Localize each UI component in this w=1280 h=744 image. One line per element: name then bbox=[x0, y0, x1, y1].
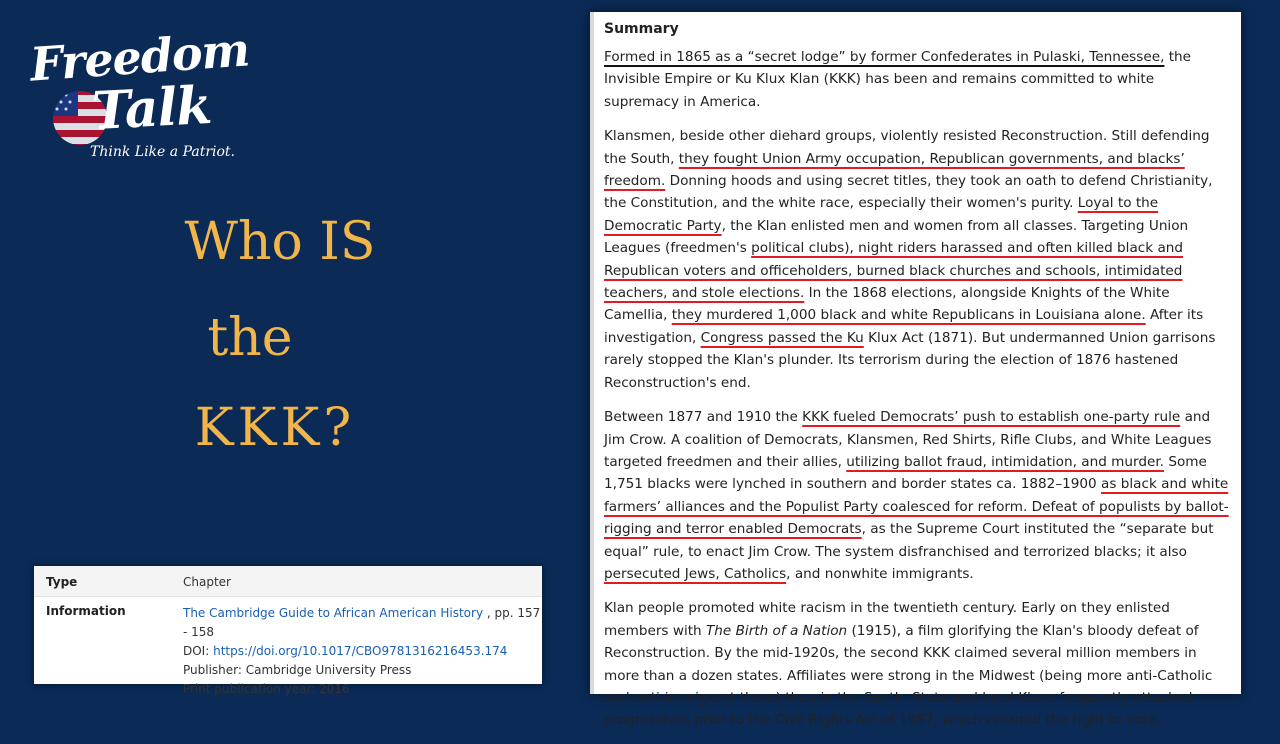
summary-paragraph-1 bbox=[604, 46, 1232, 113]
citation-doi-prefix: DOI: bbox=[183, 644, 214, 658]
text-segment: In the 1868 elections, alongside Knights of the White Camellia, bbox=[604, 285, 1170, 324]
doi-link[interactable]: https://doi.org/10.1017/CBO9781316216453.174 bbox=[213, 644, 508, 658]
text-segment: The Birth of a Nation bbox=[706, 622, 848, 639]
underlined-phrase: Loyal to the Democratic Party bbox=[604, 195, 1159, 234]
underlined-phrase: persecuted Jews, Catholics bbox=[604, 565, 787, 582]
headline-line-1: Who IS bbox=[184, 212, 376, 272]
text-segment: Some 1,751 blacks were lynched in southern and border states ca. 1882–1900 bbox=[604, 453, 1207, 493]
text-segment: and Jim Crow. A coalition of Democrats, Klansmen, Red Shirts, Rifle Clubs, and White Leagues targeted freedmen and their allies, bbox=[604, 409, 1212, 470]
logo-word-talk: Talk bbox=[90, 74, 213, 143]
text-segment: , the Klan enlisted men and women from all classes. Targeting Union Leagues (freedmen's bbox=[604, 217, 1189, 257]
underlined-phrase: as black and white farmers’ alliances and the Populist Party coalesced for reform. Defeat of populists by ballot-rigging and terror enabled Democrats bbox=[604, 476, 1229, 538]
text-segment: the Invisible Empire or Ku Klux Klan (KKK) has been and remains committed to white supremacy in America. bbox=[604, 49, 1192, 110]
freedom-talk-logo bbox=[20, 22, 250, 172]
citation-type-row bbox=[34, 566, 542, 597]
logo-tagline: Think Like a Patriot. bbox=[90, 144, 236, 160]
text-segment: Donning hoods and using secret titles, they took an oath to defend Christianity, the Constitution, and the white race, especially their women's purity. bbox=[604, 173, 1213, 212]
summary-paragraph-2 bbox=[604, 125, 1232, 394]
text-segment: After its investigation, bbox=[604, 307, 1204, 346]
text-segment: (1915), a film glorifying the Klan's bloody defeat of Reconstruction. By the mid-1920s, the second KKK claimed several million members in more than a dozen states. Affiliates were strong in the Midwest (being more anti-Catholic and anti-immigrant there) than in the South. State and local Klans frequently attacked progressives prior to the Civil Rights Act of 1957, which ensured the right to vote. bbox=[604, 622, 1213, 729]
book-title-link[interactable]: The Cambridge Guide to African American History bbox=[183, 606, 484, 620]
text-segment: Klansmen, beside other diehard groups, violently resisted Reconstruction. Still defending the South, bbox=[604, 128, 1210, 167]
underlined-phrase: Congress passed the Ku bbox=[700, 329, 864, 346]
citation-info-label: Information bbox=[46, 604, 126, 618]
underlined-phrase: they fought Union Army occupation, Republican governments, and blacks’ freedom. bbox=[604, 150, 1185, 190]
citation-type-label: Type bbox=[46, 575, 78, 589]
text-segment: , and nonwhite immigrants. bbox=[786, 565, 974, 582]
citation-print-year: Print publication year: 2016 bbox=[183, 682, 350, 696]
summary-paragraph-4 bbox=[604, 597, 1232, 731]
summary-heading: Summary bbox=[604, 21, 679, 37]
summary-document bbox=[590, 12, 1241, 729]
citation-pages: , pp. 157 - 158 bbox=[183, 606, 541, 639]
text-segment: Klan people promoted white racism in the twentieth century. Early on they enlisted members with bbox=[604, 600, 1170, 639]
underlined-phrase: Formed in 1865 as a “secret lodge” by former Confederates in Pulaski, Tennessee, bbox=[604, 49, 1165, 65]
summary-paragraph-3 bbox=[604, 406, 1232, 585]
headline-line-2: the bbox=[207, 308, 293, 368]
citation-type-value: Chapter bbox=[183, 575, 231, 589]
text-segment: , as the Supreme Court instituted the “separate but equal” rule, to enact Jim Crow. The system disfranchised and terrorized blacks; it also bbox=[604, 521, 1214, 560]
text-segment: Klux Act (1871). But undermanned Union garrisons rarely stopped the Klan's plunder. Its terrorism during the election of 1876 hastened Reconstruction's end. bbox=[604, 329, 1216, 391]
citation-box bbox=[34, 566, 542, 696]
logo-word-freedom: Freedom bbox=[28, 22, 251, 92]
citation-publisher: Publisher: Cambridge University Press bbox=[183, 663, 412, 677]
text-segment: Between 1877 and 1910 the bbox=[604, 409, 803, 426]
underlined-phrase: they murdered 1,000 black and white Republicans in Louisiana alone. bbox=[671, 307, 1146, 324]
headline-line-3: KKK? bbox=[194, 398, 356, 458]
citation-info-block bbox=[183, 604, 542, 699]
underlined-phrase: KKK fueled Democrats’ push to establish one-party rule bbox=[802, 409, 1181, 426]
underlined-phrase: utilizing ballot fraud, intimidation, and murder. bbox=[846, 453, 1165, 470]
underlined-phrase: political clubs), night riders harassed and often killed black and Republican voters and officeholders, burned black churches and schools, intimidated teachers, and stole elections. bbox=[604, 240, 1184, 302]
